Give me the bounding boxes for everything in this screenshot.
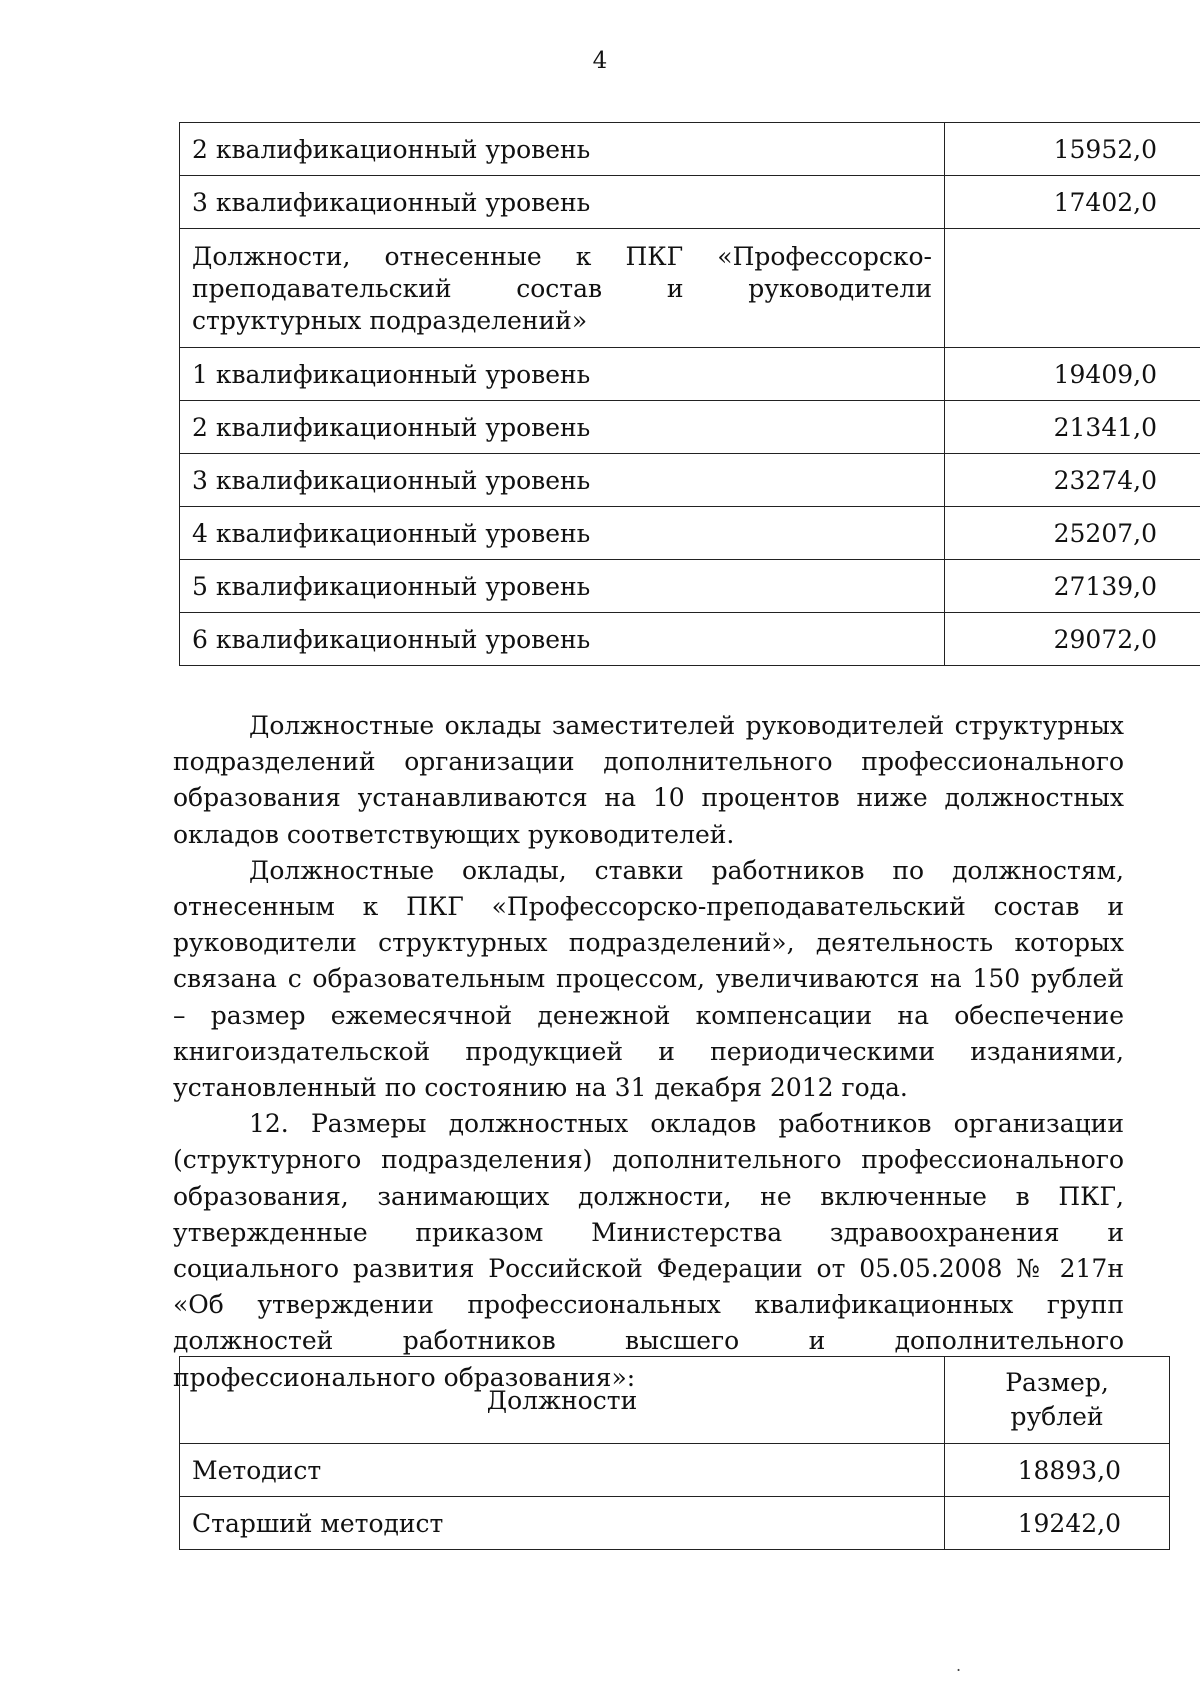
group-header-cell: Должности, отнесенные к ПКГ «Профессорско-преподавательский состав и руководители структурных подразделений» <box>180 229 945 348</box>
table-row <box>180 507 1200 560</box>
position-cell: 2 квалификационный уровень <box>180 123 945 176</box>
salary-cell: 23274,0 <box>945 454 1200 507</box>
table-row <box>180 454 1200 507</box>
salary-cell: 25207,0 <box>945 507 1200 560</box>
position-cell: 4 квалификационный уровень <box>180 507 945 560</box>
position-cell: 3 квалификационный уровень <box>180 454 945 507</box>
salary-cell: 19409,0 <box>945 348 1200 401</box>
table-header-row <box>180 1357 1170 1444</box>
footer-mark: . <box>956 1656 962 1675</box>
table-row <box>180 348 1200 401</box>
table-row-group-header <box>180 229 1200 348</box>
table-row <box>180 401 1200 454</box>
position-cell: 5 квалификационный уровень <box>180 560 945 613</box>
table-row <box>180 123 1200 176</box>
column-header-positions: Должности <box>180 1357 945 1444</box>
column-header-amount-line1: Размер, <box>1005 1368 1109 1397</box>
salary-table-levels <box>179 122 1200 666</box>
salary-cell: 19242,0 <box>945 1497 1170 1550</box>
position-cell: 2 квалификационный уровень <box>180 401 945 454</box>
body-text <box>173 708 1124 1396</box>
column-header-amount-line2: рублей <box>1010 1402 1104 1431</box>
position-cell: 3 квалификационный уровень <box>180 176 945 229</box>
salary-cell: 21341,0 <box>945 401 1200 454</box>
page-number: 4 <box>592 48 608 74</box>
salary-table-methodists <box>179 1356 1170 1550</box>
table-row <box>180 613 1200 666</box>
table-row <box>180 1444 1170 1497</box>
position-cell: Старший методист <box>180 1497 945 1550</box>
position-cell: 6 квалификационный уровень <box>180 613 945 666</box>
position-cell: Методист <box>180 1444 945 1497</box>
salary-cell-empty <box>945 229 1200 348</box>
salary-cell: 17402,0 <box>945 176 1200 229</box>
salary-cell: 29072,0 <box>945 613 1200 666</box>
table-row <box>180 176 1200 229</box>
table-row <box>180 560 1200 613</box>
salary-cell: 27139,0 <box>945 560 1200 613</box>
paragraph-deputy-salaries: Должностные оклады заместителей руководителей структурных подразделений организации дополнительного профессионального образования устанавливаются на 10 процентов ниже должностных окладов соответствующих руководителей. <box>173 711 1124 849</box>
salary-cell: 18893,0 <box>945 1444 1170 1497</box>
position-cell: 1 квалификационный уровень <box>180 348 945 401</box>
column-header-amount <box>945 1357 1170 1444</box>
paragraph-compensation: Должностные оклады, ставки работников по должностям, отнесенным к ПКГ «Профессорско-преподавательский состав и руководители структурных подразделений», деятельность которых связана с образовательным процессом, увеличиваются на 150 рублей – размер ежемесячной денежной компенсации на обеспечение книгоиздательской продукцией и периодическими изданиями, установленный по состоянию на 31 декабря 2012 года. <box>173 855 1124 1103</box>
salary-cell: 15952,0 <box>945 123 1200 176</box>
paragraph-item-12: 12. Размеры должностных окладов работников организации (структурного подразделения) дополнительного профессионального образования, занимающих должности, не включенные в ПКГ, утвержденные приказом Министерства здравоохранения и социального развития Российской Федерации от 05.05.2008 № 217н «Об утверждении профессиональных квалификационных групп должностей работников высшего и дополнительного профессионального образования»: <box>173 1109 1124 1392</box>
table-row <box>180 1497 1170 1550</box>
